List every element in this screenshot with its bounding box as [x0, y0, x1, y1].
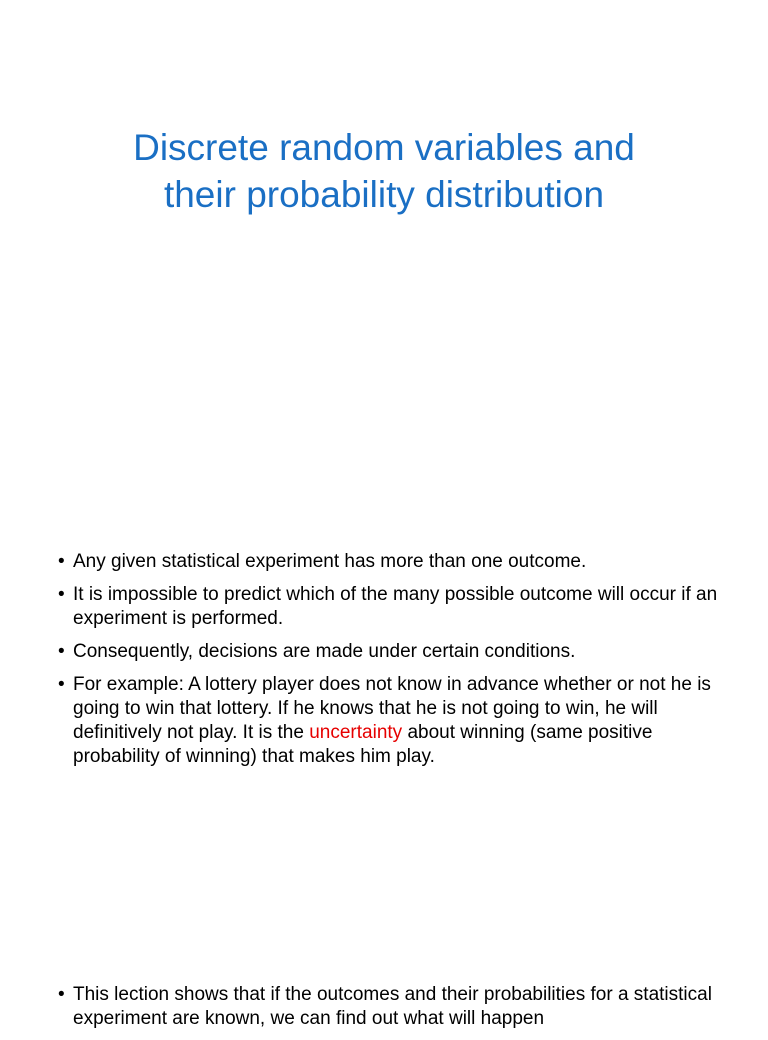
- bullet-text: Consequently, decisions are made under certain conditions.: [73, 641, 576, 662]
- bullet-text-before: For example: A lottery player does not know in advance whether or not he is going to win that lottery. If he knows that he is not going to win, he will definitively not play. It is the: [73, 674, 711, 743]
- bullet-text: It is impossible to predict which of the many possible outcome will occur if an experiment is performed.: [73, 584, 718, 629]
- bullet-icon: •: [58, 584, 65, 605]
- bullet-item: [58, 550, 718, 574]
- bullet-item: [58, 640, 718, 664]
- bullet-icon: •: [58, 641, 65, 662]
- bullet-icon: •: [58, 674, 65, 695]
- slide-title: [0, 124, 768, 218]
- highlighted-term: uncertainty: [309, 722, 403, 743]
- bullet-icon: •: [58, 551, 65, 572]
- title-line-2: their probability distribution: [163, 174, 605, 215]
- bullet-item: [58, 583, 718, 631]
- bullet-list: [58, 550, 718, 778]
- bullet-text-after: about winning (same positive probability of winning) that makes him play.: [73, 722, 653, 767]
- bullet-text: This lection shows that if the outcomes and their probabilities for a statistical experiment are known, we can find out what will happen: [73, 984, 712, 1029]
- bullet-icon: •: [58, 984, 65, 1005]
- bullet-list-bottom: [58, 983, 718, 1040]
- title-line-1: Discrete random variables and: [133, 127, 635, 168]
- bullet-text: Any given statistical experiment has more than one outcome.: [73, 551, 587, 572]
- bullet-item: [58, 673, 718, 769]
